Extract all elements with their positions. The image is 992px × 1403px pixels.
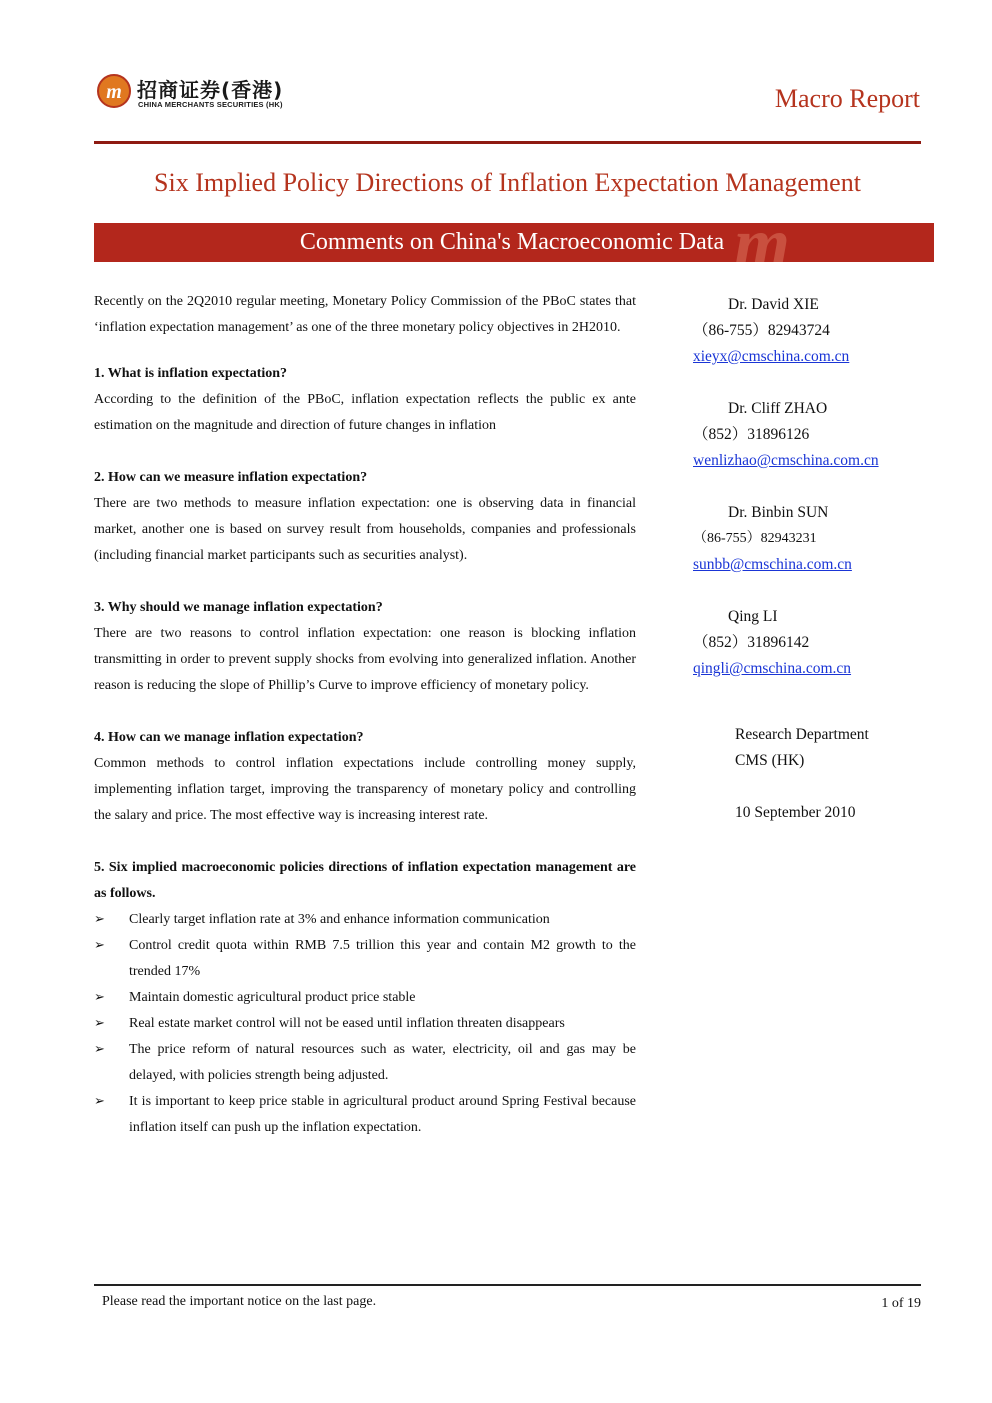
section-heading: 1. What is inflation expectation? xyxy=(94,366,288,381)
arrowhead-bullet-icon: ➢ xyxy=(94,990,105,1005)
report-type: Macro Report xyxy=(774,84,920,113)
department-name: Research Department xyxy=(735,726,869,743)
logo-english-name: CHINA MERCHANTS SECURITIES (HK) xyxy=(138,100,283,109)
analyst-name: Dr. Binbin SUN xyxy=(728,504,829,521)
analyst-contact xyxy=(693,396,933,474)
banner-title: Comments on China's Macroeconomic Data xyxy=(299,229,725,255)
analyst-email-link[interactable]: qingli@cmschina.com.cn xyxy=(693,660,852,677)
company-name: CMS (HK) xyxy=(735,752,805,769)
header-divider xyxy=(94,141,921,144)
analyst-phone: （86-755）82943231 xyxy=(693,531,817,546)
page-number: 1 of 19 xyxy=(881,1296,921,1311)
section-heading: 4. How can we manage inflation expectation? xyxy=(94,730,364,745)
department-info xyxy=(693,722,933,826)
policy-directions-list xyxy=(94,907,636,1141)
arrowhead-bullet-icon: ➢ xyxy=(94,938,105,953)
analyst-phone: （86-755）82943724 xyxy=(693,322,830,339)
footer-divider xyxy=(94,1284,921,1286)
arrowhead-bullet-icon: ➢ xyxy=(94,1094,105,1109)
section-text: Common methods to control inflation expectations include controlling money supply, implementing inflation target, improving the transparency of monetary policy and controlling the salary and price. The most effective way is increasing interest rate. xyxy=(94,756,636,823)
list-item: ➢ Real estate market control will not be eased until inflation threaten disappears xyxy=(94,1011,636,1037)
cms-logo-icon xyxy=(97,74,131,108)
analyst-contact xyxy=(693,604,933,682)
logo-chinese-name: 招商证券(香港) xyxy=(137,78,284,102)
arrowhead-bullet-icon: ➢ xyxy=(94,1042,105,1057)
analyst-sidebar xyxy=(693,292,933,826)
section-text: There are two reasons to control inflation expectation: one reason is blocking inflation transmitting in order to prevent supply shocks from evolving into generalized inflation. Another reason is reducing the slope of Phillip’s Curve to improve efficiency of monetary policy. xyxy=(94,626,636,693)
list-item: ➢ Maintain domestic agricultural product price stable xyxy=(94,985,636,1011)
section-heading: 2. How can we measure inflation expectation? xyxy=(94,470,368,485)
section-text: There are two methods to measure inflation expectation: one is observing data in financial market, another one is based on survey result from households, companies and professionals (including financial market participants such as securities analyst). xyxy=(94,496,636,563)
analyst-contact xyxy=(693,292,933,370)
analyst-email-link[interactable]: sunbb@cmschina.com.cn xyxy=(693,556,852,573)
main-content xyxy=(94,289,636,1141)
svg-text:m: m xyxy=(106,81,122,103)
analyst-phone: （852）31896126 xyxy=(693,426,810,443)
analyst-contact xyxy=(693,500,933,578)
arrowhead-bullet-icon: ➢ xyxy=(94,1016,105,1031)
arrowhead-bullet-icon: ➢ xyxy=(94,912,105,927)
list-item: ➢ It is important to keep price stable in agricultural product around Spring Festival because inflation itself can push up the inflation expectation. xyxy=(94,1089,636,1141)
document-title: Six Implied Policy Directions of Inflation Expectation Management xyxy=(154,168,861,197)
analyst-name: Dr. Cliff ZHAO xyxy=(728,400,828,417)
analyst-email-link[interactable]: xieyx@cmschina.com.cn xyxy=(693,348,850,365)
intro-paragraph: Recently on the 2Q2010 regular meeting, Monetary Policy Commission of the PBoC states that ‘inflation expectation management’ as one of the three monetary policy objectives in 2H2010. xyxy=(94,294,636,335)
list-item: ➢ Clearly target inflation rate at 3% and enhance information communication xyxy=(94,907,636,933)
company-logo xyxy=(97,74,307,114)
analyst-name: Dr. David XIE xyxy=(728,296,819,313)
analyst-email-link[interactable]: wenlizhao@cmschina.com.cn xyxy=(693,452,879,469)
svg-text:m: m xyxy=(734,217,791,272)
analyst-name: Qing LI xyxy=(728,608,778,625)
section-heading: 5. Six implied macroeconomic policies directions of inflation expectation management are as follows. xyxy=(94,860,636,901)
analyst-phone: （852）31896142 xyxy=(693,634,810,651)
section-heading: 3. Why should we manage inflation expectation? xyxy=(94,600,383,615)
footer-notice: Please read the important notice on the last page. xyxy=(102,1294,377,1309)
list-item: ➢ The price reform of natural resources such as water, electricity, oil and gas may be delayed, with policies strength being adjusted. xyxy=(94,1037,636,1089)
section-banner xyxy=(94,217,934,272)
list-item: ➢ Control credit quota within RMB 7.5 trillion this year and contain M2 growth to the trended 17% xyxy=(94,933,636,985)
section-text: According to the definition of the PBoC, inflation expectation reflects the public ex ante estimation on the magnitude and direction of future changes in inflation xyxy=(94,392,636,433)
report-date: 10 September 2010 xyxy=(735,804,856,821)
